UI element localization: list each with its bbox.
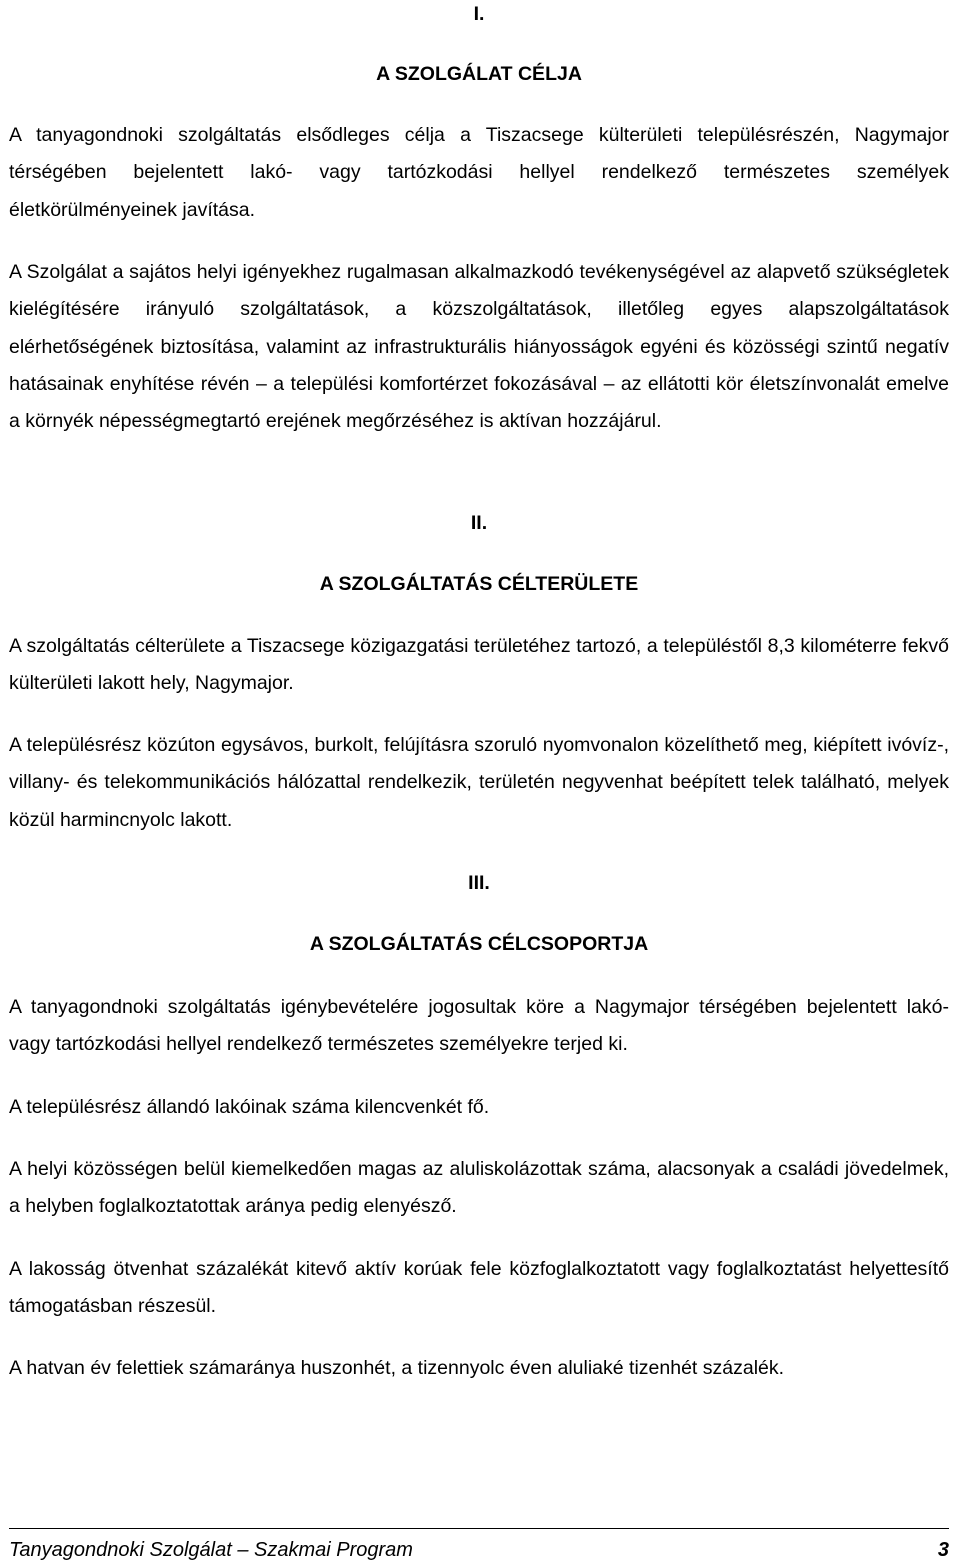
footer-divider — [9, 1528, 949, 1529]
section-3-paragraph-2: A településrész állandó lakóinak száma kilencvenkét fő. — [9, 1096, 490, 1118]
section-2-paragraph-1: A szolgáltatás célterülete a Tiszacsege közigazgatási területéhez tartozó, a településtől 8,3 kilométerre fekvő külterületi lakott hely, Nagymajor. — [9, 635, 949, 695]
section-2-title: A SZOLGÁLTATÁS CÉLTERÜLETE — [319, 573, 639, 595]
section-1-paragraph-2: A Szolgálat a sajátos helyi igényekhez rugalmasan alkalmazkodó tevékenységével az alapvető szükségletek kielégítésére irányuló szolgáltatások, a közszolgáltatások, illetőleg egyes alapszolgáltatások elérhetőségének biztosítása, valamint az infrastrukturális hiányosságok egyéni és közösségi szintű negatív hatásainak enyhítése révén – a települési komfortérzet fokozásával – az ellátotti kör életszínvonalát emelve a környék népességmegtartó erejének megőrzéséhez is aktívan hozzájárul. — [9, 261, 949, 433]
section-1-paragraph-1: A tanyagondnoki szolgáltatás elsődleges célja a Tiszacsege külterületi településrészén, Nagymajor térségében bejelentett lakó- vagy tartózkodási hellyel rendelkező természetes személyek életkörülményeinek javítása. — [9, 124, 949, 221]
section-2-numeral: II. — [470, 512, 488, 534]
page-number: 3 — [937, 1539, 949, 1561]
section-3-numeral: III. — [468, 872, 490, 894]
section-3-paragraph-5: A hatvan év felettiek számaránya huszonhét, a tizennyolc éven aluliaké tizenhét százalék. — [9, 1357, 785, 1379]
page-footer — [9, 1536, 949, 1564]
footer-title: Tanyagondnoki Szolgálat – Szakmai Program — [9, 1539, 413, 1561]
section-3-paragraph-3: A helyi közösségen belül kiemelkedően magas az aluliskolázottak száma, alacsonyak a családi jövedelmek, a helyben foglalkoztatottak aránya pedig elenyésző. — [9, 1158, 949, 1218]
section-1-numeral: I. — [473, 3, 485, 25]
section-3-paragraph-1: A tanyagondnoki szolgáltatás igénybevételére jogosultak köre a Nagymajor térségében bejelentett lakó- vagy tartózkodási hellyel rendelkező természetes személyekre terjed ki. — [9, 996, 949, 1056]
section-1-title: A SZOLGÁLAT CÉLJA — [376, 63, 582, 85]
section-3-title: A SZOLGÁLTATÁS CÉLCSOPORTJA — [309, 933, 649, 955]
section-2-paragraph-2: A településrész közúton egysávos, burkolt, felújításra szoruló nyomvonalon közelíthető meg, kiépített ivóvíz-, villany- és telekommunikációs hálózattal rendelkezik, területén negyvenhat beépített telek található, melyek közül harmincnyolc lakott. — [9, 734, 949, 831]
section-3-paragraph-4: A lakosság ötvenhat százalékát kitevő aktív korúak fele közfoglalkoztatott vagy foglalkoztatást helyettesítő támogatásban részesül. — [9, 1258, 949, 1318]
